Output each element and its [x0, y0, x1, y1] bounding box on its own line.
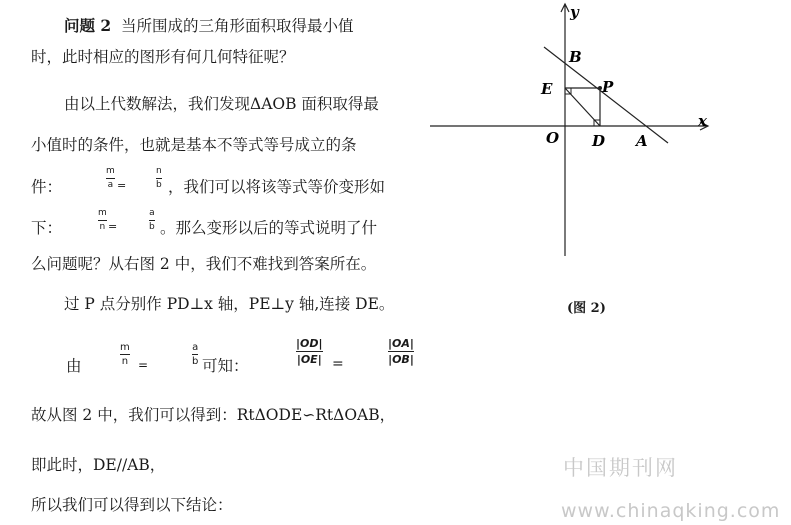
label-e: E: [541, 80, 553, 98]
fraction-numerator: |OA|: [388, 337, 414, 350]
line-7: 么问题呢？从右图 2 中，我们不难找到答案所在。: [31, 255, 377, 273]
fraction-oa-over-ob: [388, 337, 414, 366]
fraction-bar: [296, 351, 323, 352]
label-p: P: [602, 78, 614, 96]
watermark-url: www.chinaqking.com: [561, 500, 781, 522]
fraction-denominator: |OB|: [388, 353, 414, 366]
figure-2: [420, 0, 720, 260]
label-y: y: [570, 3, 579, 21]
label-o: O: [546, 129, 560, 147]
line-8: 过 P 点分别作 PD⊥x 轴，PE⊥y 轴,连接 DE。: [64, 295, 395, 313]
fraction-numerator: a: [149, 208, 155, 218]
fraction-bar: [106, 178, 115, 179]
fraction-bar: [192, 354, 198, 355]
equals-sign: =: [138, 358, 149, 372]
fraction-numerator: |OD|: [296, 337, 323, 350]
fraction-bar: [149, 220, 155, 221]
line-4: 小值时的条件，也就是基本不等式等号成立的条: [31, 136, 357, 154]
fraction-od-over-oe: [296, 337, 323, 366]
fraction-n-over-b: [156, 166, 162, 191]
label-a: A: [636, 132, 648, 150]
line-9-start: 由: [66, 357, 82, 375]
fraction-numerator: a: [192, 342, 199, 353]
fraction-denominator: b: [192, 356, 199, 367]
problem-label: 问题 2: [64, 16, 112, 35]
fraction-m-over-n: [120, 342, 130, 367]
fraction-denominator: b: [149, 222, 155, 232]
line-3: 由以上代数解法，我们发现ΔAOB 面积取得最: [64, 95, 379, 113]
fraction-bar: [120, 354, 130, 355]
fraction-m-over-n: [98, 208, 107, 233]
watermark-cn: 中国期刊网: [563, 456, 678, 480]
fraction-denominator: |OE|: [296, 353, 322, 366]
fraction-bar: [156, 178, 162, 179]
equals-sign: =: [108, 220, 118, 233]
fraction-a-over-b: [192, 342, 198, 367]
line-6-start: 下：: [31, 219, 63, 237]
fraction-bar: [388, 351, 414, 352]
fraction-a-over-b: [149, 208, 155, 233]
label-x: x: [698, 112, 707, 130]
line-9-mid: 可知：: [202, 357, 249, 375]
label-d: D: [592, 132, 606, 150]
fraction-numerator: n: [156, 166, 162, 176]
label-b: B: [569, 48, 582, 66]
line-5-start: 件：: [31, 178, 63, 196]
line-10: 故从图 2 中，我们可以得到：RtΔODE∽RtΔOAB，: [31, 406, 396, 424]
fraction-numerator: m: [106, 166, 115, 176]
line-1-text: 当所围成的三角形面积取得最小值: [121, 17, 354, 35]
equals-sign: =: [332, 356, 344, 372]
line-1: [64, 16, 354, 36]
fraction-denominator: n: [99, 222, 106, 232]
fraction-denominator: a: [107, 180, 114, 190]
fraction-bar: [98, 220, 107, 221]
line-6-end: 。那么变形以后的等式说明了什: [160, 219, 378, 237]
line-11: 即此时，DE//AB，: [31, 456, 166, 474]
fraction-denominator: n: [121, 356, 129, 367]
figure-caption: (图 2): [567, 301, 606, 316]
fraction-numerator: m: [98, 208, 107, 218]
line-5-end: ，我们可以将该等式等价变形如: [168, 178, 386, 196]
fraction-denominator: b: [156, 180, 162, 190]
line-2: 时，此时相应的图形有何几何特征呢？: [31, 48, 295, 66]
line-12: 所以我们可以得到以下结论：: [31, 496, 233, 514]
fraction-numerator: m: [120, 342, 130, 353]
equals-sign: =: [117, 179, 127, 192]
fraction-m-over-a: [106, 166, 115, 191]
